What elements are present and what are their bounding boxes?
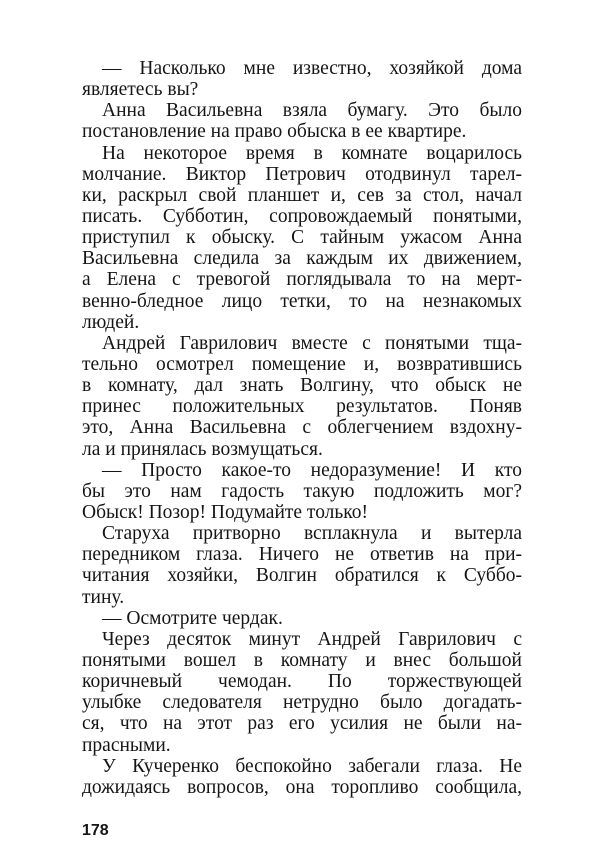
text-line: Андрей Гаврилович вместе с понятыми тща-: [102, 332, 522, 354]
text-line: — Просто какое-то недоразумение! И кто: [102, 459, 522, 481]
text-line: Через десяток минут Андрей Гаврилович с: [102, 628, 522, 650]
text-line: передником глаза. Ничего не ответив на при-: [82, 544, 522, 566]
text-line: тину.: [82, 586, 125, 608]
paragraph: [82, 333, 522, 460]
text-line: являетесь вы?: [82, 79, 199, 101]
text-line: молчание. Виктор Петрович отодвинул тарел-: [82, 163, 522, 185]
paragraph: [82, 629, 522, 756]
paragraph: [82, 756, 522, 798]
text-line: постановление на право обыска в ее квартире.: [82, 121, 467, 143]
book-page-text: [82, 58, 522, 798]
paragraph: [82, 460, 522, 523]
paragraph: [82, 523, 522, 608]
text-line: У Кучеренко беспокойно забегали глаза. Не: [102, 755, 522, 777]
text-line: Старуха притворно всплакнула и вытерла: [102, 523, 522, 545]
text-line: прасными.: [82, 734, 171, 756]
paragraph: [82, 100, 522, 142]
paragraph: [82, 608, 522, 629]
text-line: это, Анна Васильевна с облегчением вздохну-: [82, 417, 522, 439]
paragraph: [82, 143, 522, 333]
text-line: улыбке следователя нетрудно было догадать-: [82, 692, 522, 714]
text-line: ся, что на этот раз его усилия не были на-: [82, 713, 522, 735]
text-line: в комнату, дал знать Волгину, что обыск не: [82, 375, 522, 397]
text-line: ки, раскрыл свой планшет и, сев за стол, начал: [82, 184, 522, 206]
text-line: На некоторое время в комнате воцарилось: [102, 142, 522, 164]
text-line: бы это нам гадость такую подложить мог?: [82, 480, 522, 502]
text-line: Анна Васильевна взяла бумагу. Это было: [102, 100, 522, 122]
text-line: а Елена с тревогой поглядывала то на мерт-: [82, 269, 522, 291]
text-line: ла и принялась возмущаться.: [82, 438, 323, 460]
text-line: — Насколько мне известно, хозяйкой дома: [102, 58, 522, 79]
text-line: Васильевна следила за каждым их движением,: [82, 248, 522, 270]
text-line: тельно осмотрел помещение и, возвратившись: [82, 353, 522, 375]
text-line: читания хозяйки, Волгин обратился к Суббо-: [82, 565, 522, 587]
text-line: коричневый чемодан. По торжествующей: [82, 671, 522, 693]
text-line: принес положительных результатов. Поняв: [82, 396, 522, 418]
text-line: — Осмотрите чердак.: [102, 607, 283, 629]
text-line: Обыск! Позор! Подумайте только!: [82, 501, 369, 523]
text-line: дожидаясь вопросов, она торопливо сообщила,: [82, 776, 522, 798]
text-line: понятыми вошел в комнату и внес большой: [82, 649, 522, 671]
text-line: венно-бледное лицо тетки, то на незнакомых: [82, 290, 522, 312]
page-number: 178: [82, 822, 109, 839]
paragraph: [82, 58, 522, 100]
text-line: приступил к обыску. С тайным ужасом Анна: [82, 227, 522, 249]
text-line: людей.: [82, 311, 140, 333]
text-line: писать. Субботин, сопровождаемый понятыми,: [82, 205, 522, 227]
